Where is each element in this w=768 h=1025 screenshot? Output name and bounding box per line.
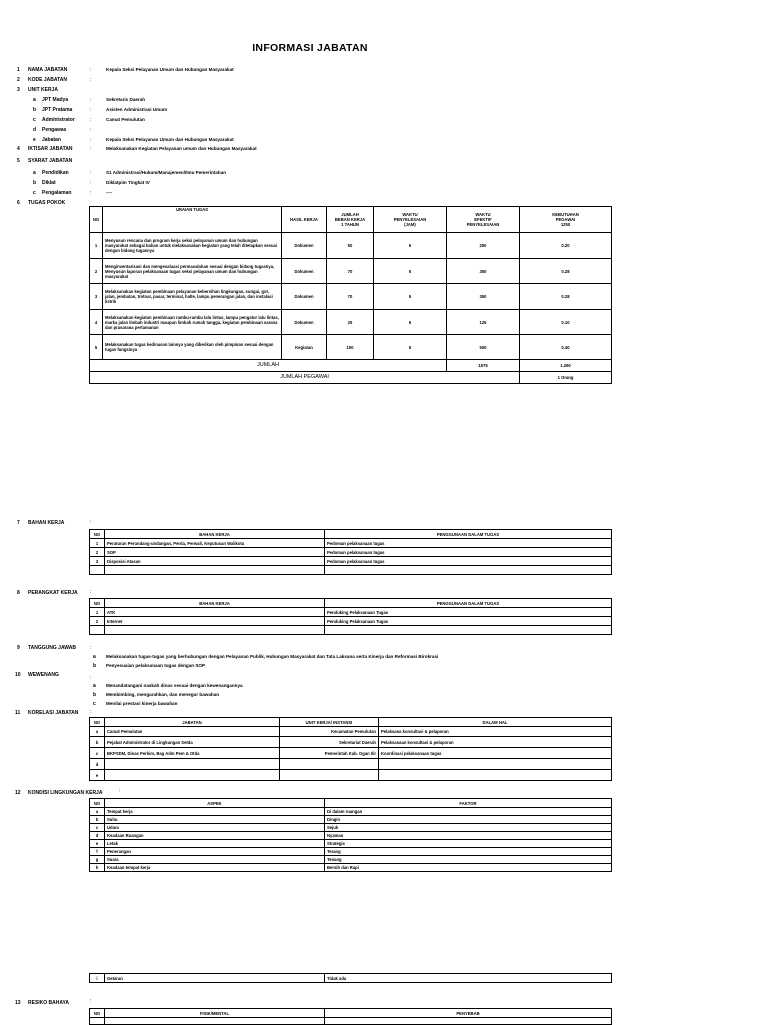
item-label: Pengawas [42,127,67,133]
cell-unit: Kecamatan Pemulutan [280,727,379,737]
cell-dalam: Pelaksana konsultasi & pelaporan [379,727,612,737]
header-line: PENYELESAIAN [393,217,427,222]
cell-aspek: Keadaan Ruangan [105,832,325,840]
cell-empty [90,1018,105,1025]
field-label: BAHAN KERJA [28,520,65,526]
header-line: JUMLAH [341,212,359,217]
col-bahan: BAHAN KERJA [105,599,325,608]
table-header-row [90,799,612,808]
cell-no: a [90,727,105,737]
cell-efektif: 350 [447,259,520,284]
cell-empty [90,626,105,635]
item-label: Diklat [42,180,56,186]
cell-kebutuhan: 0.28 [520,259,612,284]
cell-jabatan: Pejabat Administrator di Lingkungan Setda [105,737,280,748]
cell-no: 1 [90,539,105,548]
perangkat-kerja-table [89,598,612,635]
colon: : [90,146,92,152]
item-letter: e [33,137,36,143]
cell-kebutuhan: 0.28 [520,284,612,310]
field-num: 13 [15,1000,21,1006]
col-no: NO [90,718,105,727]
cell-no: 3 [90,284,103,310]
cell-aspek: Getaran [105,974,325,983]
cell-uraian: Menginventarisasi dan mengevaluasi permasalahan sesuai dengan bidang tugasnya, Menyusun laporan pelaksanaan tugas seksi pelayanan umum dan hubungan masyarakat [103,259,282,284]
cell-bahan: Internet [105,617,325,626]
cell-waktu: 5 [374,335,447,360]
cell-waktu: 5 [374,233,447,259]
col-dalam: DALAM HAL [379,718,612,727]
colon: : [90,709,92,715]
field-label: KONDISI LINGKUNGAN KERJA [28,790,103,796]
cell-aspek: Keadaan tempat kerja [105,864,325,872]
cell-dalam: Koordinasi pelaksanaan tugas [379,748,612,759]
table-row [90,608,612,617]
cell-efektif: 250 [447,233,520,259]
field-num: 5 [17,158,20,164]
header-line: PENYELESAIAN [466,222,500,227]
cell-jumlah: 70 [327,259,374,284]
field-num: 1 [17,67,20,73]
cell-faktor: Tidak ada [325,974,612,983]
field-label: KORELASI JABATAN [28,710,79,716]
colon: : [90,675,92,681]
cell-no: 3 [90,557,105,566]
cell-hasil: Dokumen [282,310,327,335]
cell-hasil: Dokumen [282,233,327,259]
item-label: Pendidikan [42,170,69,176]
table-row [90,310,612,335]
colon: : [90,67,92,73]
col-uraian: URAIAN TUGAS [103,207,282,233]
cell-empty [325,1018,612,1025]
cell-no: i [90,974,105,983]
cell-aspek: Suhu [105,816,325,824]
col-kebutuhan [520,207,612,233]
item-letter: a [93,683,96,689]
cell-no: f [90,848,105,856]
cell-penggunaan: Penduking Pelaksanaan Tugas [325,617,612,626]
cell-dalam: Pelaksanaan konsultasi & pelaporan [379,737,612,748]
col-unit: UNIT KERJA/ INSTANSI [280,718,379,727]
table-row [90,816,612,824]
item-letter: c [33,190,36,196]
table-row [90,759,612,770]
field-num: 4 [17,146,20,152]
cell-empty [325,626,612,635]
colon: : [90,645,92,651]
resiko-table [89,1008,612,1025]
colon: : [90,998,92,1004]
header-line: BEBAN KERJA [334,217,366,222]
item-value: Sekretaris Daerah [106,97,146,102]
cell-uraian: Menyusun rencana dan program kerja seksi pelayanan umum dan hubungan masyarakat sebagai bahan untuk melaksanakan kegiatan yang telah ditetapkan sesuai dengan bidang tugasnya [103,233,282,259]
table-row [90,848,612,856]
cell-uraian: Melaksanakan kegiatan pembinaan rambu-rambu lalu lintas, lampu pengatur lalu lintas, marka jalan limbah industri maupun limbah rumah tangga, kegiatan pembinaan sarana dan prasarana pertamanan [103,310,282,335]
field-num: 6 [17,200,20,206]
cell-faktor: Tenang [325,856,612,864]
header-line: PEGAWAI [555,217,576,222]
cell-jabatan [105,759,280,770]
item-value: Asisten Administrasi Umum [106,107,168,112]
cell-no: 2 [90,617,105,626]
item-letter: d [33,127,37,133]
field-num: 2 [17,77,20,83]
colon: : [90,127,92,133]
table-row [90,808,612,816]
cell-unit: Pemerintah Kab. Ogan Ilir [280,748,379,759]
bahan-kerja-table [89,529,612,575]
table-row [90,259,612,284]
item-letter: b [93,692,97,698]
cell-aspek: Letak [105,840,325,848]
cell-kebutuhan: 0.10 [520,310,612,335]
cell-empty [105,1018,325,1025]
item-letter: a [33,97,36,103]
kondisi-table-continued [89,973,612,983]
cell-no: e [90,840,105,848]
table-row [90,335,612,360]
item-text: Penyesuaian pelaksanaan tugas dengan SOP [106,663,206,668]
table-row [90,626,612,635]
col-no: NO [90,799,105,808]
cell-no: a [90,808,105,816]
colon: : [90,137,92,143]
item-text: Melaksanakan tugas-tugas yang berhubungan dengan Pelayanan Publik, Hubungan Masyarakat dan Tata Laksana serta Kinerja dan Reformasi Birokrasi [106,654,439,659]
item-label: Pengalaman [42,190,72,196]
table-row [90,864,612,872]
field-num: 7 [17,520,20,526]
cell-aspek: Penerangan [105,848,325,856]
field-label: PERANGKAT KERJA [28,590,78,596]
cell-bahan: ATK [105,608,325,617]
table-row [90,539,612,548]
cell-jumlah: 70 [327,284,374,310]
jumlah-kebutuhan: 1.260 [520,360,612,372]
cell-faktor: Terang [325,848,612,856]
col-no: NO [90,207,103,233]
korelasi-table [89,717,612,781]
table-header-row [90,207,612,233]
cell-jumlah: 100 [327,335,374,360]
cell-hasil: Dokumen [282,284,327,310]
cell-no: 2 [90,548,105,557]
cell-faktor: Bersih dan Rapi [325,864,612,872]
field-num: 3 [17,87,20,93]
col-no: NO [90,530,105,539]
cell-no: 1 [90,233,103,259]
table-row [90,284,612,310]
cell-efektif: 350 [447,284,520,310]
table-header-row [90,530,612,539]
field-num: 12 [15,790,21,796]
pegawai-row [90,372,612,384]
cell-bahan: SOP [105,548,325,557]
cell-bahan: Peraturan Perundang-undangan, Perda, Perwali, Keputusan Walikota [105,539,325,548]
header-line: WAKTU [475,212,491,217]
col-aspek: ASPEK [105,799,325,808]
item-text: Menandatangani naskah dinas sesuai dengan kewenangannya [106,683,243,688]
colon: : [90,107,92,113]
col-no: NO [90,599,105,608]
item-label: Jabatan [42,137,61,143]
field-label: TUGAS POKOK [28,200,66,206]
cell-penggunaan: Penduking Pelaksanaan Tugas [325,608,612,617]
col-penggunaan: PENGGUNAAN DALAM TUGAS [325,530,612,539]
cell-waktu: 5 [374,259,447,284]
cell-uraian: Melaksanakan tugas kedinasan lainnya yang diberikan oleh pimpinan sesuai dengan tugas fungsinya [103,335,282,360]
col-fisik: FISIK/MENTAL [105,1009,325,1018]
header-line: KEBUTUHAN [552,212,579,217]
cell-jabatan [105,770,280,781]
jumlah-label: JUMLAH [90,360,447,372]
cell-bahan: Disposisi Atasan [105,557,325,566]
cell-empty [90,566,105,575]
table-row [90,974,612,983]
cell-jabatan: BKPSDM, Dinas Perkim, Bag Adm Pem & Otda [105,748,280,759]
cell-faktor: Nyaman [325,832,612,840]
table-row [90,832,612,840]
cell-dalam [379,770,612,781]
col-penyebab: PENYEBAB [325,1009,612,1018]
colon: : [90,170,92,176]
jumlah-efektif: 1575 [447,360,520,372]
field-label: UNIT KERJA [28,87,59,93]
item-value: ---- [106,190,113,195]
item-value: Kepala Seksi Pelayanan Umum dan Hubungan Masyarakat [106,137,234,142]
field-label: IKTISAR JABATAN [28,146,73,152]
cell-waktu: 5 [374,284,447,310]
item-letter: b [93,663,97,669]
cell-aspek: Suara [105,856,325,864]
cell-unit [280,770,379,781]
cell-no: 2 [90,259,103,284]
col-jumlah [327,207,374,233]
table-header-row [90,599,612,608]
field-value: Kepala Seksi Pelayanan Umum dan Hubungan Masyarakat [106,67,234,72]
table-row [90,548,612,557]
cell-no: e [90,770,105,781]
colon: : [90,180,92,186]
item-value: Camat Pemulutan [106,117,145,122]
cell-faktor: Strategis [325,840,612,848]
cell-aspek: Tempat kerja [105,808,325,816]
header-line: 1 TAHUN [341,222,359,227]
item-label: JPT Pratama [42,107,73,113]
item-value: Diklatpim Tingkat IV [106,180,150,185]
item-text: Menilai prestasi kinerja bawahan [106,701,178,706]
item-text: Membimbing, mengarahkan, dan menegur bawahan [106,692,220,697]
cell-no: d [90,832,105,840]
table-row [90,727,612,737]
cell-kebutuhan: 0.20 [520,233,612,259]
item-letter: a [93,654,96,660]
cell-no: 5 [90,335,103,360]
colon: : [90,77,92,83]
cell-empty [105,566,325,575]
cell-no: 1 [90,608,105,617]
cell-empty [325,566,612,575]
table-header-row [90,1009,612,1018]
item-letter: a [33,170,36,176]
cell-no: c [90,748,105,759]
item-value: S1 Administrasi/Hukum/Manajemen/Ilmu Pemerintahan [106,170,227,175]
cell-no: d [90,759,105,770]
cell-empty [105,626,325,635]
field-label: KODE JABATAN [28,77,67,83]
colon: : [90,589,92,595]
col-faktor: FAKTOR [325,799,612,808]
item-label: JPT Madya [42,97,69,103]
table-row [90,737,612,748]
cell-uraian: Melaksanakan kegiatan pembinaan pelayanan kebersihan lingkungan, sungai, got, jalan, jembatan, trotoar, pasar, terminal, halte, lampu penerangan jalan, dan instalasi listrik [103,284,282,310]
item-letter: c [93,701,96,707]
table-row [90,840,612,848]
cell-dalam [379,759,612,770]
field-num: 10 [15,672,21,678]
cell-no: g [90,856,105,864]
table-header-row [90,718,612,727]
field-value: Melaksanakan Kegiatan Pelayanan umum dan Hubungan Masyarakat [106,146,257,151]
table-row [90,856,612,864]
col-bahan: BAHAN KERJA [105,530,325,539]
col-jabatan: JABATAN [105,718,280,727]
cell-hasil: Kegiatan [282,335,327,360]
item-letter: b [33,107,37,113]
cell-unit [280,759,379,770]
colon: : [90,190,92,196]
field-num: 9 [17,645,20,651]
kondisi-table [89,798,612,872]
header-line: EFEKTIF [474,217,492,222]
cell-aspek: Udara [105,824,325,832]
field-label: TANGGUNG JAWAB [28,645,76,651]
cell-waktu: 5 [374,310,447,335]
header-line: 1250 [560,222,571,227]
field-num: 8 [17,590,20,596]
cell-efektif: 500 [447,335,520,360]
cell-jumlah: 25 [327,310,374,335]
cell-no: h [90,864,105,872]
table-row [90,233,612,259]
col-waktu [374,207,447,233]
item-letter: b [33,180,37,186]
header-line: WAKTU [402,212,418,217]
col-efektif [447,207,520,233]
table-row [90,748,612,759]
field-num: 11 [15,710,21,716]
col-hasil: HASIL KERJA [282,207,327,233]
colon: : [90,519,92,525]
field-label: SYARAT JABATAN [28,158,73,164]
table-row [90,824,612,832]
cell-penggunaan: Pedoman pelaksanaan tugas [325,539,612,548]
field-label: NAMA JABATAN [28,67,68,73]
cell-kebutuhan: 0.40 [520,335,612,360]
table-row [90,557,612,566]
cell-no: b [90,816,105,824]
table-row [90,770,612,781]
cell-efektif: 125 [447,310,520,335]
colon: : [119,788,121,794]
page-title: INFORMASI JABATAN [252,42,368,54]
cell-jumlah: 50 [327,233,374,259]
cell-jabatan: Camat Pemulutan [105,727,280,737]
cell-no: c [90,824,105,832]
table-row [90,617,612,626]
cell-unit: Sekretariat Daerah [280,737,379,748]
cell-faktor: Sejuk [325,824,612,832]
cell-hasil: Dokumen [282,259,327,284]
cell-no: b [90,737,105,748]
table-row [90,566,612,575]
col-penggunaan: PENGGUNAAN DALAM TUGAS [325,599,612,608]
table-row [90,1018,612,1025]
colon: : [90,97,92,103]
field-label: RESIKO BAHAYA [28,1000,70,1006]
item-letter: c [33,117,36,123]
cell-penggunaan: Pedoman pelaksanaan tugas [325,548,612,557]
cell-faktor: Dingin [325,816,612,824]
header-line: (JAM) [404,222,416,227]
jumlah-row [90,360,612,372]
col-no: NO [90,1009,105,1018]
cell-penggunaan: Pedoman pelaksanaan tugas [325,557,612,566]
pegawai-value: 1 Orang [520,372,612,384]
tugas-pokok-table [89,206,612,384]
field-label: WEWENANG [28,672,59,678]
cell-no: 4 [90,310,103,335]
cell-faktor: Di dalam ruangan [325,808,612,816]
item-label: Administrator [42,117,75,123]
colon: : [90,117,92,123]
pegawai-label: JUMLAH PEGAWAI [90,372,520,384]
